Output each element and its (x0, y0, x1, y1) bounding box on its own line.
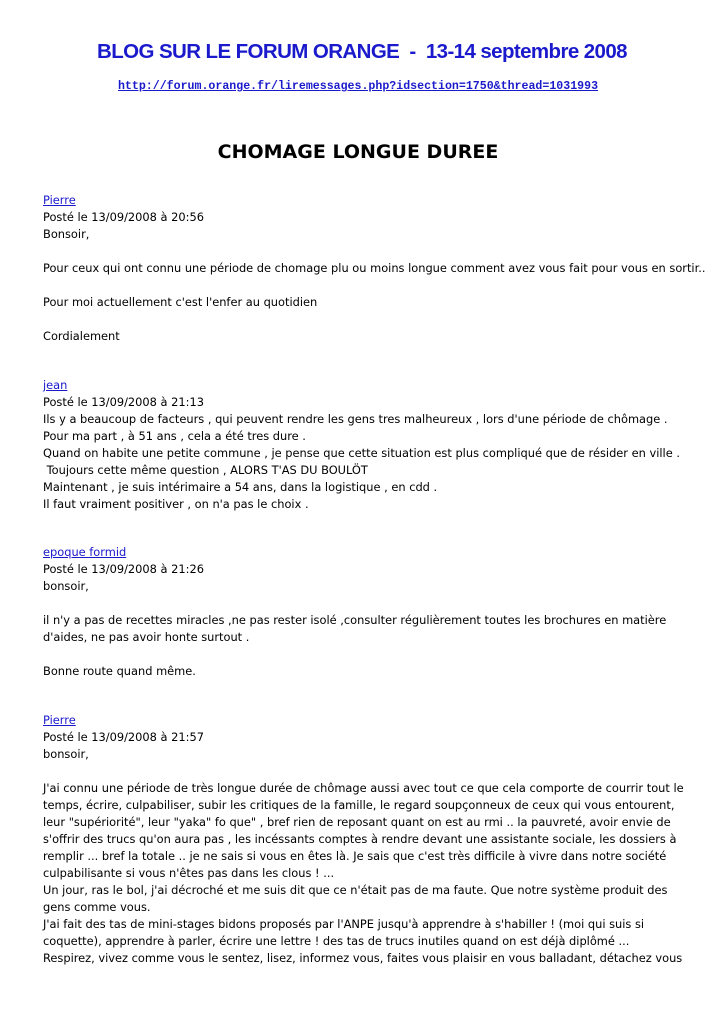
post-text-line: Cordialement (43, 329, 120, 343)
blank-line (43, 311, 703, 328)
post-text-line: s'offrir des trucs qu'on aura pas , les incéssants comptes à rendre devant une assistante sociale, les dossiers à (43, 832, 677, 846)
blank-line (43, 646, 703, 663)
post-text-line: gens comme vous. (43, 900, 151, 914)
blog-title: BLOG SUR LE FORUM ORANGE - 13-14 septembre 2008 (97, 40, 627, 63)
post-author-link[interactable]: epoque formid (43, 545, 127, 559)
post-text-line: il n'y a pas de recettes miracles ,ne pas rester isolé ,consulter régulièrement toutes les brochures en matière (43, 613, 667, 627)
post-text-line: J'ai fait des tas de mini-stages bidons proposés par l'ANPE jusqu'à apprendre à s'habiller ! (moi qui suis si (43, 917, 645, 931)
blank-line (43, 277, 703, 294)
forum-post (43, 192, 706, 345)
post-text-line: Quand on habite une petite commune , je pense que cette situation est plus compliqué que de résider en ville . (43, 446, 680, 460)
post-text-line: bonsoir, (43, 579, 89, 593)
post-text-line: Un jour, ras le bol, j'ai décroché et me suis dit que ce n'était pas de ma faute. Que notre système produit des (43, 883, 668, 897)
post-text-line: Bonsoir, (43, 227, 90, 241)
post-text-line: Toujours cette même question , ALORS T'AS DU BOULÖT (43, 463, 368, 477)
post-date: Posté le 13/09/2008 à 21:57 (43, 730, 204, 744)
post-date: Posté le 13/09/2008 à 21:26 (43, 562, 204, 576)
post-author-link[interactable]: Pierre (43, 713, 76, 727)
post-text-line: Respirez, vivez comme vous le sentez, lisez, informez vous, faites vous plaisir en vous balladant, détachez vous (43, 951, 683, 965)
post-text-line: Ils y a beaucoup de facteurs , qui peuvent rendre les gens tres malheureux , lors d'une période de chômage . (43, 412, 668, 426)
blank-line (43, 763, 703, 780)
post-text-line: Bonne route quand même. (43, 664, 196, 678)
post-author-link[interactable]: Pierre (43, 193, 76, 207)
post-date: Posté le 13/09/2008 à 20:56 (43, 210, 204, 224)
post-text-line: temps, écrire, culpabiliser, subir les critiques de la famille, le regard soupçonneux de ceux qui vous entourent, (43, 798, 675, 812)
post-text-line: leur "supériorité", leur "yaka" fo que" , bref rien de reposant quant on est au rmi .. la pauvreté, avoir envie de (43, 815, 671, 829)
post-text-line: Pour moi actuellement c'est l'enfer au quotidien (43, 295, 318, 309)
forum-post (43, 712, 703, 967)
post-text-line: remplir ... bref la totale .. je ne sais si vous en êtes là. Je sais que c'est très difficile à vivre dans notre société (43, 849, 667, 863)
post-text-line: Maintenant , je suis intérimaire a 54 ans, dans la logistique , en cdd . (43, 480, 438, 494)
post-text-line: bonsoir, (43, 747, 89, 761)
topic-title: CHOMAGE LONGUE DUREE (217, 141, 499, 163)
post-date: Posté le 13/09/2008 à 21:13 (43, 395, 204, 409)
blank-line (43, 243, 703, 260)
forum-post (43, 377, 703, 513)
source-url-link[interactable]: http://forum.orange.fr/liremessages.php?idsection=1750&thread=1031993 (117, 80, 599, 93)
post-text-line: d'aides, ne pas avoir honte surtout . (43, 630, 250, 644)
post-text-line: coquette), apprendre à parler, écrire une lettre ! des tas de trucs inutiles quand on est déjà diplômé ... (43, 934, 630, 948)
post-text-line: culpabilisante si vous n'êtes pas dans les clous ! ... (43, 866, 335, 880)
post-text-line: Pour ceux qui ont connu une période de chomage plu ou moins longue comment avez vous fait pour vous en sortir.. (43, 261, 706, 275)
post-text-line: J'ai connu une période de très longue durée de chômage aussi avec tout ce que cela comporte de courrir tout le (43, 781, 684, 795)
forum-post (43, 544, 703, 680)
blank-line (43, 595, 703, 612)
post-text-line: Pour ma part , à 51 ans , cela a été tres dure . (43, 429, 306, 443)
post-author-link[interactable]: jean (43, 378, 68, 392)
post-text-line: Il faut vraiment positiver , on n'a pas le choix . (43, 497, 309, 511)
